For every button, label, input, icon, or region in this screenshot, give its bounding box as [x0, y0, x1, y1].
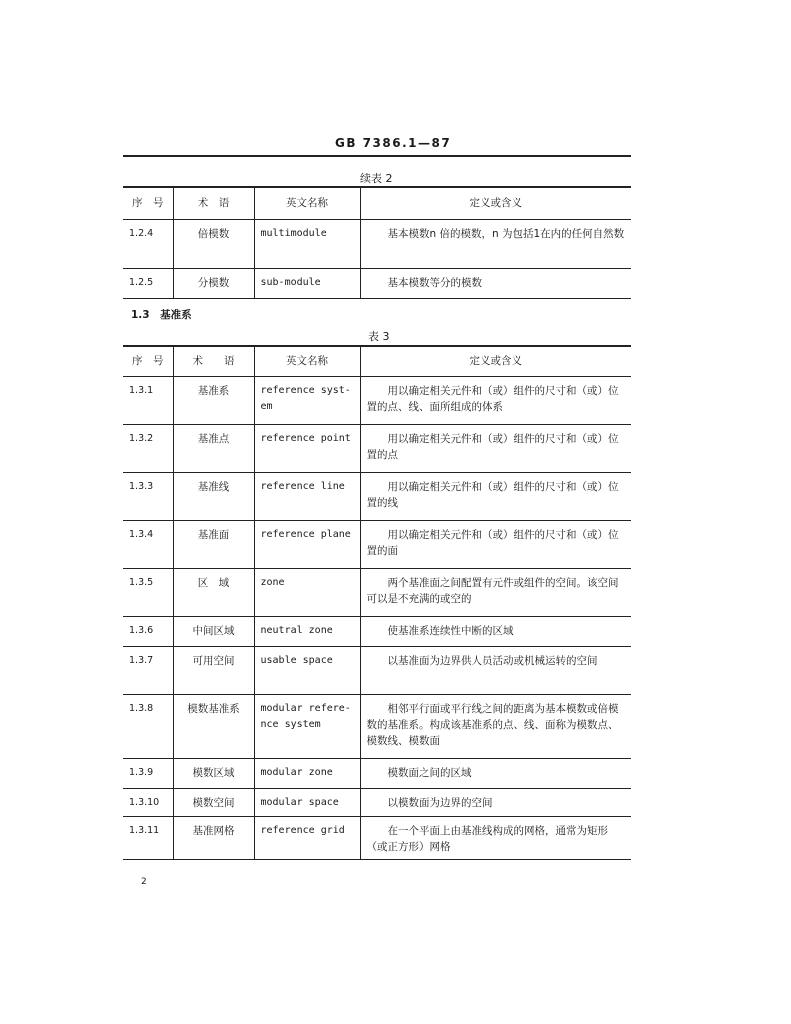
- row-no: 1.3.11: [123, 816, 173, 859]
- table-row: [123, 520, 631, 568]
- row-no: 1.3.1: [123, 376, 173, 424]
- table-row: [123, 568, 631, 616]
- row-term: 基准网格: [173, 816, 254, 859]
- row-no: 1.3.6: [123, 616, 173, 646]
- row-english: reference grid: [254, 816, 360, 859]
- section-heading: 1.3 基准系: [131, 309, 192, 321]
- table-row: [123, 816, 631, 859]
- table-row: [123, 219, 631, 268]
- row-english: modular refere-nce system: [254, 694, 360, 758]
- table-2: [123, 186, 631, 299]
- row-definition: 相邻平行面或平行线之间的距离为基本模数或倍模数的基准系。构成该基准系的点、线、面称为模数点、模数线、模数面: [360, 694, 631, 758]
- row-term: 基准面: [173, 520, 254, 568]
- row-english: usable space: [254, 646, 360, 694]
- row-no: 1.3.4: [123, 520, 173, 568]
- col-header-no: 序 号: [123, 346, 173, 376]
- row-english: zone: [254, 568, 360, 616]
- row-definition: 以基准面为边界供人员活动或机械运转的空间: [360, 646, 631, 694]
- row-english: neutral zone: [254, 616, 360, 646]
- row-definition: 在一个平面上由基准线构成的网格，通常为矩形（或正方形）网格: [360, 816, 631, 859]
- table-row: [123, 758, 631, 788]
- row-term: 模数区域: [173, 758, 254, 788]
- row-english: modular space: [254, 788, 360, 816]
- row-no: 1.3.9: [123, 758, 173, 788]
- row-no: 1.2.5: [123, 268, 173, 298]
- table-row: [123, 694, 631, 758]
- table-row: [123, 616, 631, 646]
- table-row: [123, 424, 631, 472]
- row-english: reference plane: [254, 520, 360, 568]
- row-english: reference syst-em: [254, 376, 360, 424]
- row-term: 倍模数: [173, 219, 254, 268]
- col-header-no: 序 号: [123, 187, 173, 219]
- table-row: [123, 788, 631, 816]
- row-definition: 基本模数等分的模数: [360, 268, 631, 298]
- row-definition: 用以确定相关元件和（或）组件的尺寸和（或）位置的线: [360, 472, 631, 520]
- table-row: [123, 268, 631, 298]
- row-term: 中间区域: [173, 616, 254, 646]
- row-english: multimodule: [254, 219, 360, 268]
- col-header-definition: 定义或含义: [360, 187, 631, 219]
- row-term: 基准线: [173, 472, 254, 520]
- row-no: 1.3.2: [123, 424, 173, 472]
- table3-caption: 表 3: [368, 330, 390, 343]
- col-header-definition: 定义或含义: [360, 346, 631, 376]
- page-number: 2: [141, 877, 147, 887]
- row-term: 基准系: [173, 376, 254, 424]
- row-definition: 用以确定相关元件和（或）组件的尺寸和（或）位置的点: [360, 424, 631, 472]
- row-no: 1.3.8: [123, 694, 173, 758]
- col-header-term: 术 语: [173, 346, 254, 376]
- row-definition: 模数面之间的区域: [360, 758, 631, 788]
- row-english: reference line: [254, 472, 360, 520]
- row-english: modular zone: [254, 758, 360, 788]
- row-term: 区 域: [173, 568, 254, 616]
- row-definition: 用以确定相关元件和（或）组件的尺寸和（或）位置的点、线、面所组成的体系: [360, 376, 631, 424]
- row-no: 1.3.3: [123, 472, 173, 520]
- standard-number: GB 7386.1—87: [335, 136, 452, 150]
- row-definition: 使基准系连续性中断的区域: [360, 616, 631, 646]
- row-definition: 两个基准面之间配置有元件或组件的空间。该空间可以是不充满的或空的: [360, 568, 631, 616]
- row-term: 分模数: [173, 268, 254, 298]
- row-term: 可用空间: [173, 646, 254, 694]
- row-no: 1.2.4: [123, 219, 173, 268]
- table2-caption: 续表 2: [360, 172, 393, 185]
- row-no: 1.3.7: [123, 646, 173, 694]
- row-term: 模数空间: [173, 788, 254, 816]
- col-header-term: 术 语: [173, 187, 254, 219]
- table-row: [123, 472, 631, 520]
- row-definition: 用以确定相关元件和（或）组件的尺寸和（或）位置的面: [360, 520, 631, 568]
- row-definition: 以模数面为边界的空间: [360, 788, 631, 816]
- row-english: reference point: [254, 424, 360, 472]
- row-term: 模数基准系: [173, 694, 254, 758]
- row-term: 基准点: [173, 424, 254, 472]
- table-row: [123, 376, 631, 424]
- header-rule: [123, 155, 631, 157]
- table-3: [123, 345, 631, 860]
- row-no: 1.3.5: [123, 568, 173, 616]
- col-header-english: 英文名称: [254, 187, 360, 219]
- table-row: [123, 646, 631, 694]
- row-definition: 基本模数n 倍的模数，n 为包括1在内的任何自然数: [360, 219, 631, 268]
- row-no: 1.3.10: [123, 788, 173, 816]
- row-english: sub-module: [254, 268, 360, 298]
- col-header-english: 英文名称: [254, 346, 360, 376]
